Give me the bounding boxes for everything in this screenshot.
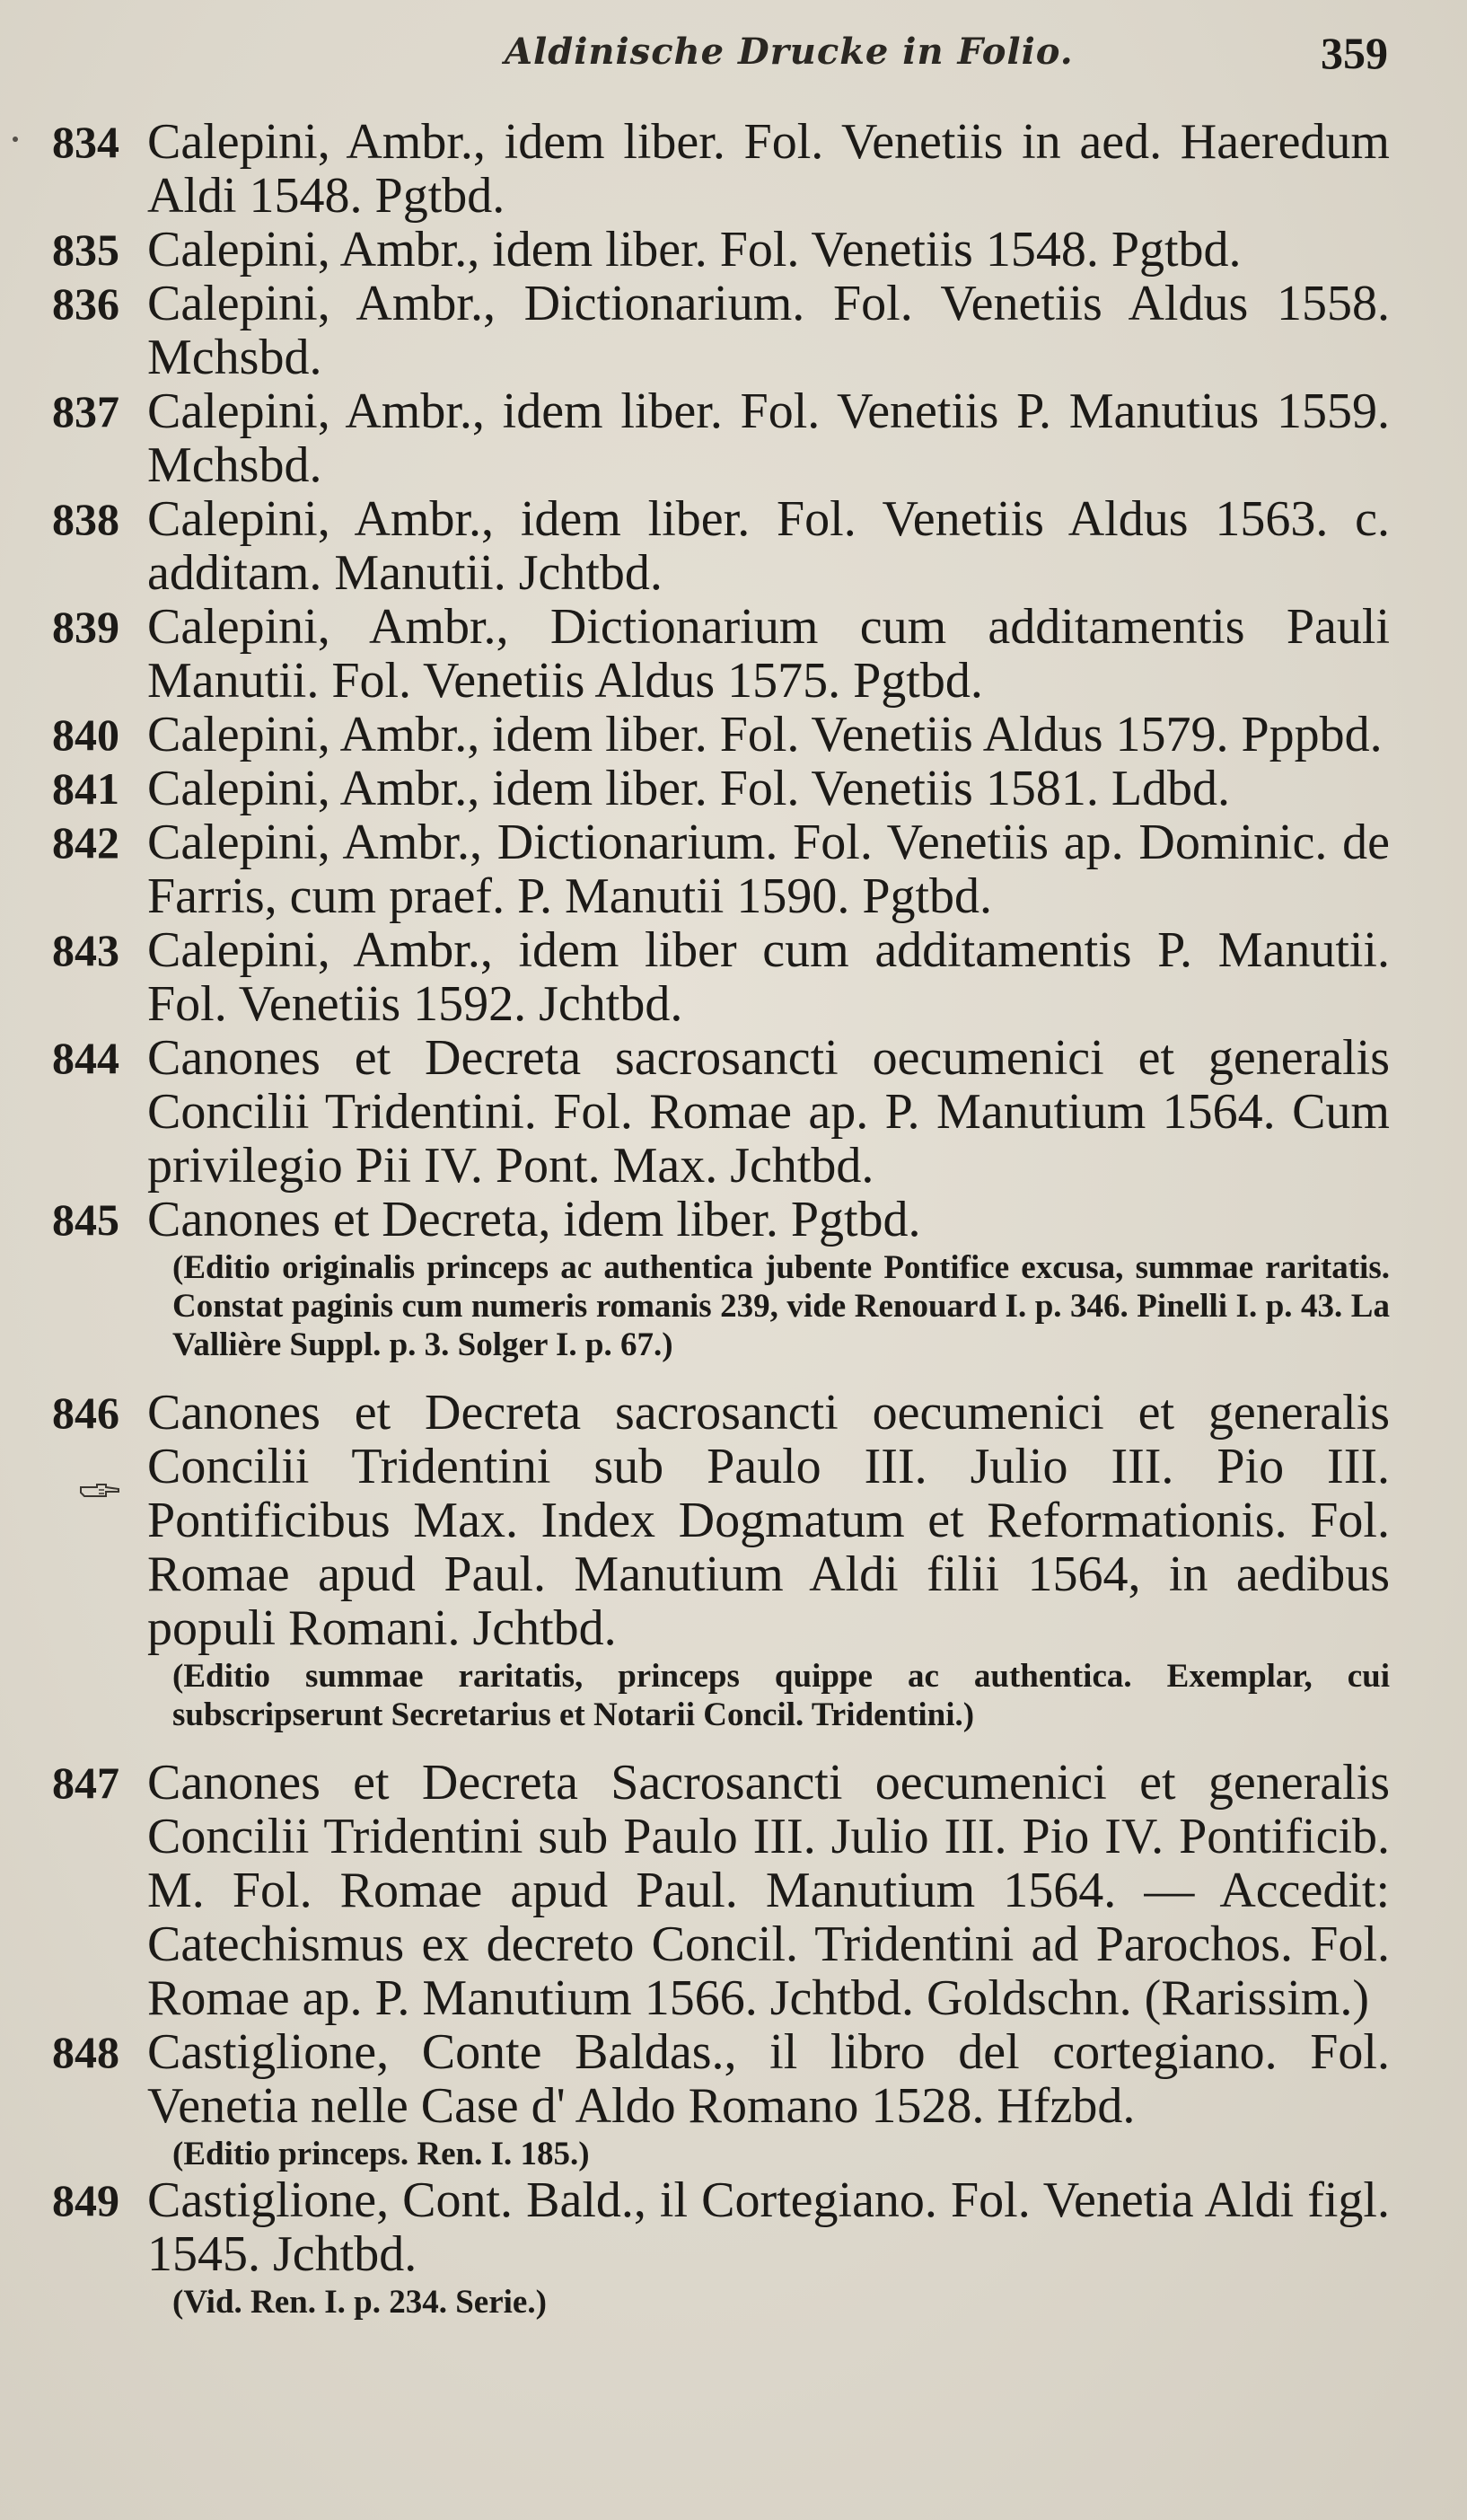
page-number: 359 [1321, 28, 1388, 78]
entry-text: Calepini, Ambr., Dictionarium. Fol. Venetiis Aldus 1558. Mchsbd. [147, 276, 1390, 385]
entry-number: 843 [52, 925, 119, 975]
catalog-entry [52, 115, 1390, 223]
entry-text: Calepini, Ambr., Dictionarium. Fol. Venetiis ap. Dominic. de Farris, cum praef. P. Manutii 1590. Pgtbd. [147, 815, 1390, 924]
catalog-entry [52, 492, 1390, 600]
catalog-entry [52, 384, 1390, 492]
entry-number: 848 [52, 2027, 119, 2077]
entry-note: (Editio princeps. Ren. I. 185.) [172, 2136, 590, 2172]
entry-note: (Vid. Ren. I. p. 234. Serie.) [172, 2284, 547, 2321]
entry-number: 842 [52, 817, 119, 868]
entry-text: Calepini, Ambr., idem liber. Fol. Venetiis 1581. Ldbd. [147, 761, 1231, 816]
running-head: Aldinische Drucke in Folio. [505, 31, 1074, 73]
entry-number: 847 [52, 1758, 119, 1808]
entry-number: 835 [52, 225, 119, 275]
spacer [52, 1734, 1390, 1756]
entry-text: Calepini, Ambr., idem liber. Fol. Venetiis Aldus 1563. c. additam. Manutii. Jchtbd. [147, 491, 1390, 601]
entry-text: Calepini, Ambr., Dictionarium cum additamentis Pauli Manutii. Fol. Venetiis Aldus 1575. Pgtbd. [147, 599, 1390, 709]
entry-number: 846 [52, 1388, 119, 1438]
entry-number: 838 [52, 494, 119, 544]
catalog-entry [52, 1031, 1390, 1193]
entry-text: Calepini, Ambr., idem liber. Fol. Venetiis P. Manutius 1559. Mchsbd. [147, 383, 1390, 493]
catalog-entry [52, 1193, 1390, 1364]
catalog-entry [52, 223, 1390, 277]
pointing-hand-icon [79, 1482, 120, 1500]
entry-number: 840 [52, 709, 119, 760]
entry-note: (Editio summae raritatis, princeps quippe ac authentica. Exemplar, cui subscripserunt Secretarius et Notarii Concil. Tridentini.) [172, 1658, 1390, 1733]
entry-number: 849 [52, 2175, 119, 2225]
entry-number: 837 [52, 386, 119, 436]
entry-number: 834 [52, 117, 119, 167]
catalog-entry [52, 923, 1390, 1031]
entry-text: Canones et Decreta sacrosancti oecumenici et generalis Concilii Tridentini. Fol. Romae ap. P. Manutium 1564. Cum privilegio Pii IV. Pont. Max. Jchtbd. [147, 1030, 1390, 1194]
margin-dot-mark [13, 137, 18, 142]
entry-text: Calepini, Ambr., idem liber cum additamentis P. Manutii. Fol. Venetiis 1592. Jchtbd. [147, 922, 1390, 1032]
catalog-entry [52, 708, 1390, 762]
entry-text: Calepini, Ambr., idem liber. Fol. Venetiis 1548. Pgtbd. [147, 222, 1242, 278]
catalog-entry [52, 1756, 1390, 2025]
entry-number: 845 [52, 1194, 119, 1245]
catalog-entry [52, 815, 1390, 923]
catalog-entry [52, 600, 1390, 708]
entry-number: 839 [52, 602, 119, 652]
entry-text: Castiglione, Cont. Bald., il Cortegiano. Fol. Venetia Aldi figl. 1545. Jchtbd. [147, 2172, 1390, 2282]
entry-text: Canones et Decreta, idem liber. Pgtbd. [147, 1192, 921, 1247]
entry-number: 844 [52, 1033, 119, 1083]
entry-note: (Editio originalis princeps ac authentica jubente Pontifice excusa, summae raritatis. Constat paginis cum numeris romanis 239, vide Renouard I. p. 346. Pinelli I. p. 43. La Vallière Suppl. p. 3. Solger I. p. 67.) [172, 1249, 1390, 1363]
catalog-entry [52, 2025, 1390, 2173]
entry-text: Canones et Decreta Sacrosancti oecumenici et generalis Concilii Tridentini sub Paulo III. Julio III. Pio IV. Pontificib. M. Fol. Romae apud Paul. Manutium 1564. — Accedit: Catechismus ex decreto Concil. Tridentini ad Parochos. Fol. Romae ap. P. Manutium 1566. Jchtbd. Goldschn. (Rarissim.) [147, 1755, 1390, 2026]
entry-text: Calepini, Ambr., idem liber. Fol. Venetiis in aed. Haeredum Aldi 1548. Pgtbd. [147, 114, 1390, 224]
catalog-entry [52, 762, 1390, 815]
catalog-entry [52, 1386, 1390, 1734]
entry-text: Canones et Decreta sacrosancti oecumenici et generalis Concilii Tridentini sub Paulo III. Julio III. Pio III. Pontificibus Max. Index Dogmatum et Reformationis. Fol. Romae apud Paul. Manutium Aldi filii 1564, in aedibus populi Romani. Jchtbd. [147, 1385, 1390, 1656]
page-header [0, 20, 1467, 83]
entry-text: Castiglione, Conte Baldas., il libro del cortegiano. Fol. Venetia nelle Case d' Aldo Romano 1528. Hfzbd. [147, 2024, 1390, 2134]
catalog-entries [52, 115, 1390, 2322]
entry-text: Calepini, Ambr., idem liber. Fol. Venetiis Aldus 1579. Pppbd. [147, 707, 1383, 762]
catalog-entry [52, 2173, 1390, 2322]
entry-number: 841 [52, 763, 119, 814]
spacer [52, 1364, 1390, 1386]
catalog-entry [52, 277, 1390, 384]
entry-number: 836 [52, 278, 119, 329]
